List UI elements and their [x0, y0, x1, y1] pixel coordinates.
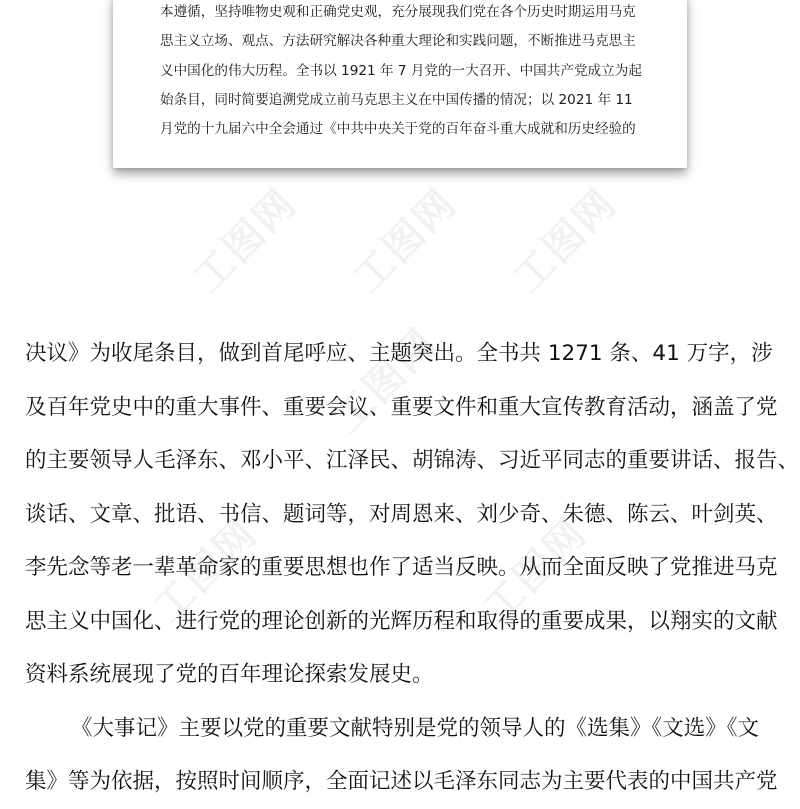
watermark: 工图网 [344, 180, 467, 302]
paragraph-line: 资料系统展现了党的百年理论探索发展史。 [25, 662, 434, 687]
paragraph-line: 的主要领导人毛泽东、邓小平、江泽民、胡锦涛、习近平同志的重要讲话、报告、 [25, 448, 800, 473]
excerpt-line: 始条目，同时简要追溯党成立前马克思主义在中国传播的情况；以 2021 年 11 [160, 91, 633, 108]
paragraph-line: 思主义中国化、进行党的理论创新的光辉历程和取得的重要成果，以翔实的文献 [25, 608, 778, 634]
paragraph-line: 李先念等老一辈革命家的重要思想也作了适当反映。从而全面反映了党推进马克 [25, 555, 778, 580]
watermark: 工图网 [184, 180, 307, 302]
excerpt-text [160, 0, 650, 144]
paragraph-line: 《大事记》主要以党的重要文献特别是党的领导人的《选集》《文选》《文 [71, 715, 760, 741]
paragraph-line: 及百年党史中的重大事件、重要会议、重要文件和重大宣传教育活动，涵盖了党 [25, 394, 778, 420]
excerpt-line: 月党的十九届六中全会通过《中共中央关于党的百年奋斗重大成就和历史经验的 [160, 121, 636, 138]
watermark: 工图网 [144, 510, 267, 632]
excerpt-line: 思主义立场、观点、方法研究解决各种重大理论和实践问题，不断推进马克思主 [160, 33, 636, 50]
excerpt-line: 本遵循，坚持唯物史观和正确党史观，充分展现我们党在各个历史时期运用马克 [160, 4, 636, 20]
paragraph-line: 决议》为收尾条目，做到首尾呼应、主题突出。全书共 1271 条、41 万字，涉 [25, 341, 773, 366]
watermark: 工图网 [324, 320, 447, 442]
paragraph-line: 谈话、文章、批语、书信、题词等，对周恩来、刘少奇、朱德、陈云、叶剑英、 [25, 501, 778, 527]
watermark: 工图网 [504, 180, 627, 302]
excerpt-line: 义中国化的伟大历程。全书以 1921 年 7 月党的一大召开、中国共产党成立为起 [160, 62, 642, 79]
body-text [25, 327, 800, 809]
paragraph-line: 集》等为依据，按照时间顺序，全面记述以毛泽东同志为主要代表的中国共产党 [25, 769, 778, 794]
excerpt-card [113, 0, 687, 168]
watermark: 工图网 [474, 510, 597, 632]
